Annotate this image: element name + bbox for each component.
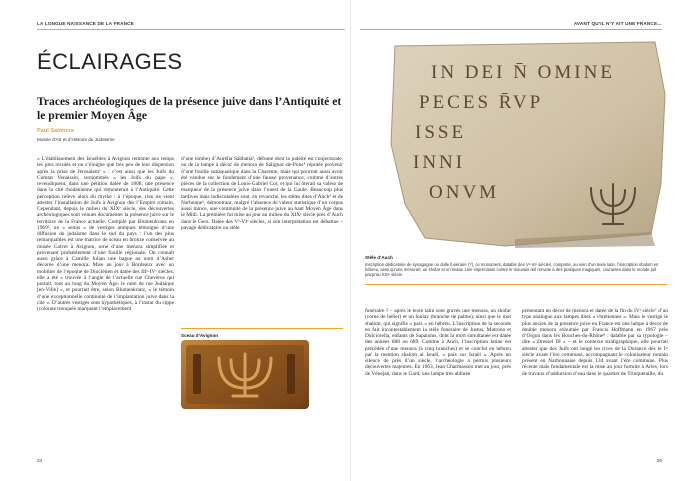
seal-illustration <box>181 340 309 409</box>
author-name: Paul Salmona <box>37 128 74 134</box>
stele-caption-rule <box>365 284 667 285</box>
header-rule-right <box>360 29 662 30</box>
stele-inscription-line: INNI <box>413 152 466 173</box>
paragraph: funéraire ? – après le texte latin sont gravés une menora, un shofar (corne de bélier) et un loulav (branche de palme), ainsi que le mot shalom, qui signifie « paix » en hébreu. L’inscription de la seconde en fait incontestablement la stèle funéraire de Justus, Matrona et Dulciorella, enfants de Sapaudus, dont la mort simultanée est datée des années 688 ou 689. Comme à Auch, l’inscription latine est précédée d’une menora (à cinq branches) et se conclut en hébreu par la mention shalom al Israël, « paix sur Israël ». Après un silence de près d’un siècle, l’archéologie a permis plusieurs découvertes majeures. En 1963, Jean Charmasson met au jour, près de Vénéjan, dans le Gard, une lampe très abîmée <box>365 308 511 377</box>
paragraph: d’une tombe) d’Aurélia Sabbatia³, défunte dont la judéité est conjecturale, ou de la lampe à décor de menora de Salignac-de-Pons⁴ réputée provenir d’une fouille subaquatique dans la Charente, mais qui pourrait aussi avoir été vendue sur le fondement d’une fausse provenance, comme d’autres pièces de la collection de Louis-Gabriel Cor, et qui lui ôterait sa valeur de marqueur de la présence juive dans l’ouest de la Gaule. Beaucoup plus tardives mais indiscutables sont, en revanche, les stèles dites d’Auch⁵ et de Narbonne⁶, démontrant, malgré l’absence de valeur statistique d’un corpus aussi mince, une continuité de la présence juive au haut Moyen Âge dans le Midi. La première fut mise au jour au milieu du XIXᵉ siècle près d’Auch dans le Gers. Datée des Vᵉ-VIᵉ siècles, si son interprétation est débattue – pavage dédicatoire ou stèle <box>181 156 343 231</box>
seal-caption-title: Sceau d’Avignon <box>181 333 219 338</box>
text-column-2 <box>181 156 343 319</box>
paragraph: « L’établissement des Israélites à Avignon remonte aux temps les plus reculés et on s’éloigne que très peu de leur dispersion après la prise de Jérusalem¹ » : c’est ainsi que les Juifs du Comtat Venaissin, surnommés « les Juifs du pape », revendiquent, dans une pétition datée de 1808, une présence dans la cité rhodanienne qui remonterait à l’Antiquité. Cette perception relève alors du mythe : à l’époque, rien ne vient attester l’installation de Juifs à Avignon dès l’Empire romain. Cependant, depuis le milieu du XIXᵉ siècle, des découvertes archéologiques sont venues documenter la présence juive sur le territoire de la France actuelle. Compilé par Blumenkranz en 1969², un « semis » de vestiges antiques témoigne d’une diffusion du judaïsme dans le sud du pays : l’un des plus remarquables est une matrice de sceau en bronze conservée au musée Calvet à Avignon, orné d’une menora simplifiée et provenant probablement d’une fouille régionale. On connaît aussi grâce à Camille Julian une bague au nom d’Asher décorée d’une menora. Mise au jour à Bordeaux avec un mobilier de l’époque de Dioclétien et datée des IIIᵉ-IVᵉ siècles, elle a été « trouvée à l’angle de l’actuelle rue Cheverus qui portait, tout au long du Moyen Âge, le nom de rue Judaïque [en-Ville] », et pourrait être, selon Blumenkranz, « le témoin d’une exceptionnelle continuité de l’implantation juive dans la cité ». D’autres vestiges sont hypothétiques, à l’instar du cippe (colonne tronquée marquant l’emplacement <box>37 156 174 312</box>
running-header-right: AVANT QU’IL N’Y AIT UNE FRANCE… <box>573 21 662 26</box>
text-column-3 <box>365 308 511 458</box>
page-gutter <box>350 0 351 481</box>
seal-caption-rule <box>181 328 343 329</box>
section-title: ÉCLAIRAGES <box>37 49 183 74</box>
stele-illustration <box>365 34 669 249</box>
article-title: Traces archéologiques de la présence juive dans l’Antiquité et le premier Moyen Âge <box>37 95 342 122</box>
author-affiliation: Musée d’Art et d’Histoire du Judaïsme <box>37 137 115 142</box>
stele-caption-title: Stèle d’Auch <box>365 255 393 260</box>
stele-inscription-line: ISSE <box>415 122 467 143</box>
page-number-right: 25 <box>656 458 662 463</box>
stele-inscription-line: PECES R̄VP <box>419 92 544 113</box>
stele-image <box>365 34 669 249</box>
stele-inscription-line: ONVM <box>429 182 500 203</box>
text-column-4 <box>522 308 668 458</box>
paragraph: présentant un décor de menora et datée de la fin du IVᵉ siècle⁷ d’un type analogue aux lampes dites « chrétiennes ». Mais le vestige le plus ancien de la présence juive en France est une lampe à décor de double menora exhumée par Francis Hoffmann en 1967 près d’Orgon dans les Bouches-du-Rhône⁸ : datable par sa typologie – dite « Dressel III » – et le contexte stratigraphique, elle pourrait attester que des Juifs ont longé les rives de la Durance dès le Iᵉʳ siècle avant l’ère commune, accompagnant le colonisateur romain présent en Narbonnaise depuis 134 avant l’ère commune. Plus récente mais fondamentale est la mise au jour fortuite à Arles, lors de travaux d’adduction d’eau dans le quartier de Trinquetaille, du <box>522 308 668 377</box>
seal-image <box>181 340 309 409</box>
text-column-1 <box>37 156 174 454</box>
running-header-left: LA LONGUE NAISSANCE DE LA FRANCE <box>37 21 134 26</box>
stele-caption-text: Inscription dédicatoire de synagogue ou dalle funéraire (?), ce monument, datable des Vᵉ-VIᵉ siècles, comporte, au sein d’un texte latin, l’inscription shalom en hébreu, ainsi qu’une menorah, un shofar et un loulav. Une imprécation contre le mauvais œil renvoie à des pratiques magiques, courantes dans le monde juif jusqu’au XXIᵉ siècle. <box>365 262 659 278</box>
header-rule-left <box>37 29 345 30</box>
stele-inscription-line: IN DEI N̄ OMINE <box>431 62 615 83</box>
page-number-left: 24 <box>37 458 43 463</box>
